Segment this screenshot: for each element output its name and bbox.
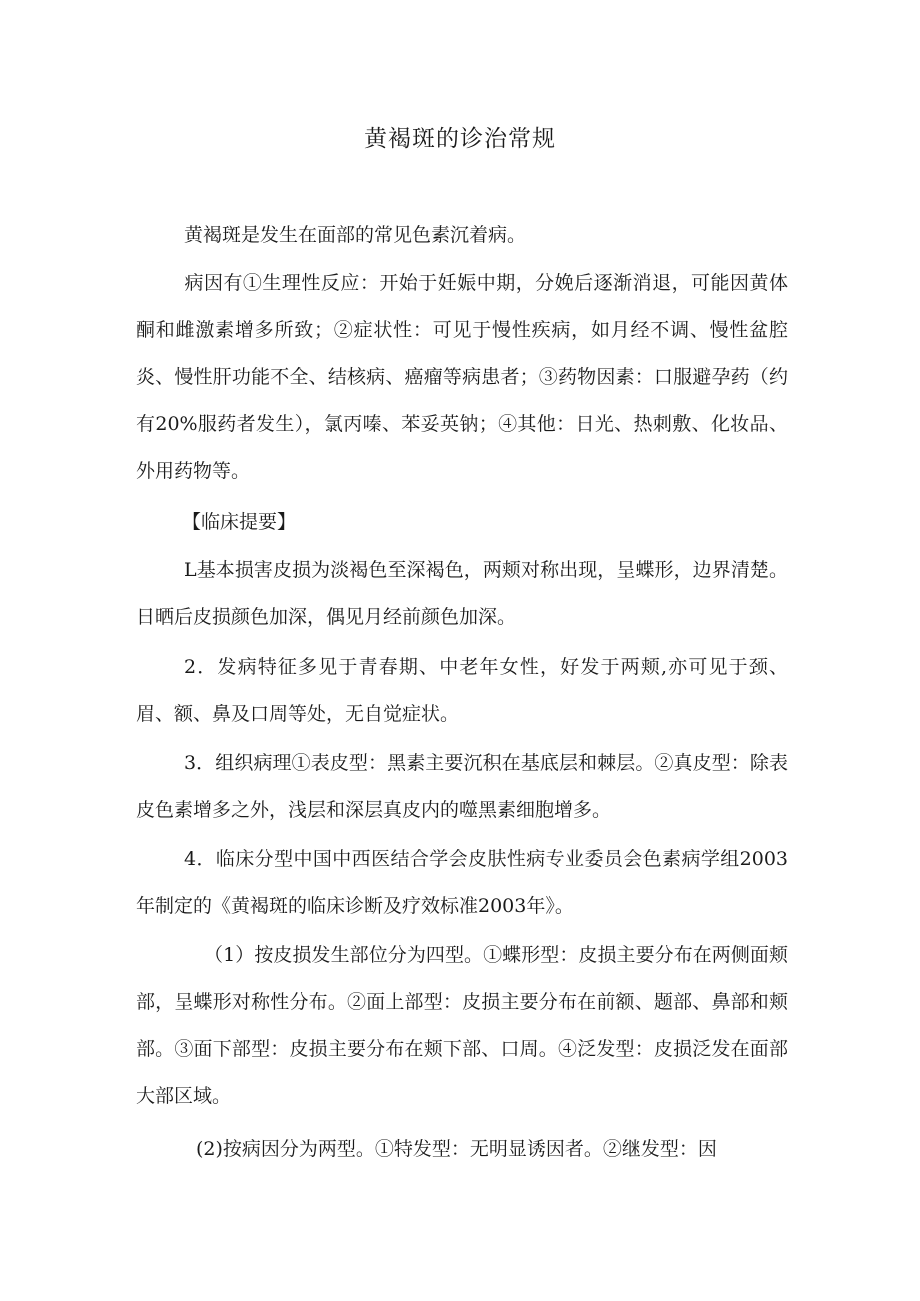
list-item-4-text: 4．临床分型中国中西医结合学会皮肤性病专业委员会色素病学组2003年制定的《黄褐斑的临床诊断及疗效标准2003年》。 bbox=[136, 848, 788, 917]
paragraph-intro-text: 黄褐斑是发生在面部的常见色素沉着病。 bbox=[184, 224, 527, 246]
document-title: 黄褐斑的诊治常规 bbox=[364, 126, 556, 152]
list-item-4 bbox=[136, 836, 788, 930]
section-heading-text: 【临床提要】 bbox=[182, 511, 297, 533]
list-item-4-1 bbox=[136, 932, 788, 1120]
paragraph-intro bbox=[136, 212, 788, 259]
list-item-3 bbox=[136, 740, 788, 834]
list-item-2-text: 2．发病特征多见于青春期、中老年女性，好发于两颊,亦可见于颈、眉、额、鼻及口周等处，无自觉症状。 bbox=[136, 656, 788, 725]
list-item-1-text: L基本损害皮损为淡褐色至深褐色，两颊对称出现，呈蝶形，边界清楚。日晒后皮损颜色加深，偶见月经前颜色加深。 bbox=[136, 559, 788, 628]
paragraph-etiology-text: 病因有①生理性反应：开始于妊娠中期，分娩后逐渐消退，可能因黄体酮和雌激素增多所致；②症状性：可见于慢性疾病，如月经不调、慢性盆腔炎、慢性肝功能不全、结核病、癌瘤等病患者；③药物因素：口服避孕药（约有20%服药者发生），氯丙嗪、苯妥英钠；④其他：日光、热刺敷、化妆品、外用药物等。 bbox=[136, 272, 788, 482]
list-item-4-2 bbox=[136, 1126, 788, 1173]
list-item-1 bbox=[136, 547, 788, 641]
list-item-4-2-text: (2)按病因分为两型。①特发型：无明显诱因者。②继发型：因 bbox=[196, 1138, 717, 1160]
paragraph-etiology bbox=[136, 260, 788, 495]
section-heading-clinical bbox=[136, 499, 788, 546]
list-item-4-1-text: （1）按皮损发生部位分为四型。①蝶形型：皮损主要分布在两侧面颊部，呈蝶形对称性分布。②面上部型：皮损主要分布在前额、题部、鼻部和颊部。③面下部型：皮损主要分布在颊下部、口周。④泛发型：皮损泛发在面部大部区域。 bbox=[136, 944, 788, 1107]
list-item-3-text: 3．组织病理①表皮型：黑素主要沉积在基底层和棘层。②真皮型：除表皮色素增多之外，浅层和深层真皮内的噬黑素细胞增多。 bbox=[136, 752, 788, 821]
list-item-2 bbox=[136, 644, 788, 738]
